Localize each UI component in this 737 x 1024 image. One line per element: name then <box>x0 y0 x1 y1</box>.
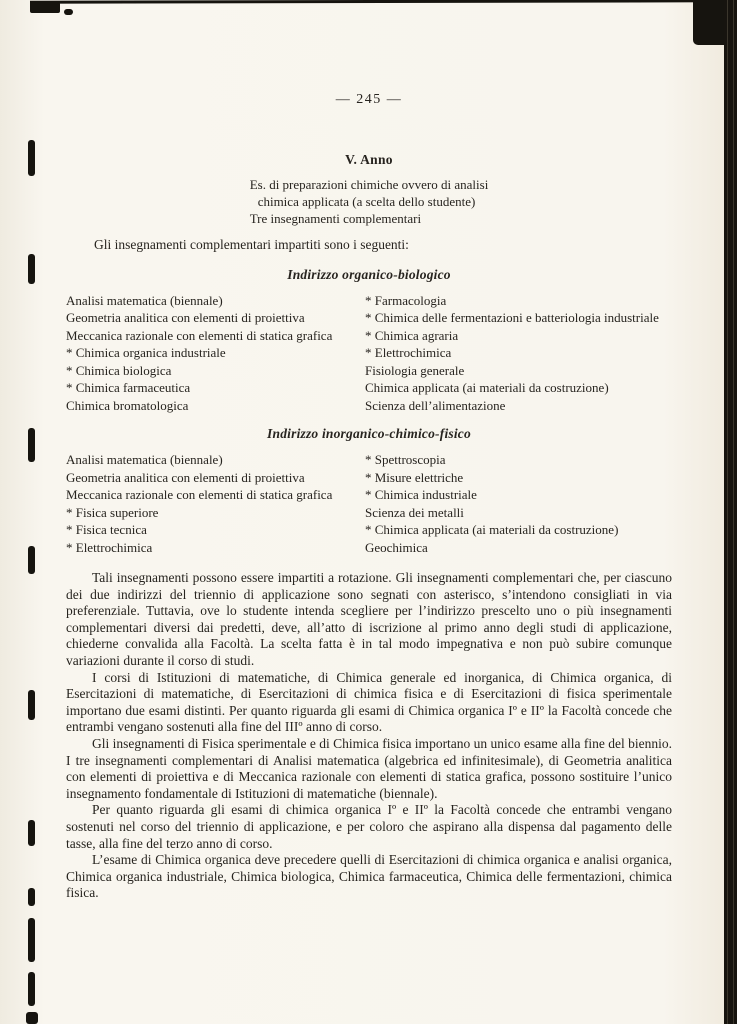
course-list-left <box>66 292 361 415</box>
chapter-title: V. Anno <box>345 152 393 167</box>
scan-mark <box>28 140 35 176</box>
course-columns <box>66 451 672 556</box>
chapter-subtitle <box>250 176 489 227</box>
page-number: — 245 — <box>335 92 403 107</box>
course-item: * Fisica tecnica <box>66 522 147 537</box>
course-item: * Spettroscopia <box>365 452 446 467</box>
course-list-right <box>365 451 663 556</box>
course-item: Geochimica <box>365 539 428 555</box>
course-item: Geometria analitica con elementi di proiettiva <box>66 310 305 325</box>
paragraph: Gli insegnamenti di Fisica sperimentale e di Chimica fisica importano un unico esame alla fine del biennio. I tre insegnamenti complementari di Analisi matematica (algebrica ed infinitesimale), di Geometria analitica con elementi di proiettiva e di Meccanica razionale con elementi di statica grafica, possono sostituire l’unico insegnamento fondamentale di Istituzioni di matematiche (biennale). <box>66 735 672 801</box>
course-item: * Misure elettriche <box>365 469 464 485</box>
course-item: * Fisica superiore <box>66 504 159 520</box>
course-item: * Chimica farmaceutica <box>66 380 191 395</box>
course-item: Chimica applicata (ai materiali da costruzione) <box>365 380 609 395</box>
scan-mark <box>28 820 35 846</box>
course-columns <box>66 292 672 415</box>
course-item: * Chimica organica industriale <box>66 345 226 360</box>
subtitle-line: chimica applicata (a scelta dello studente) <box>257 194 476 209</box>
course-item: Analisi matematica (biennale) <box>66 292 223 308</box>
scan-artifact-binding-strip <box>724 0 737 1024</box>
course-item: Meccanica razionale con elementi di statica grafica <box>66 327 333 343</box>
scan-mark <box>28 428 35 462</box>
intro-text: Gli insegnamenti complementari impartiti sono i seguenti: <box>94 237 409 252</box>
scan-mark <box>28 546 35 574</box>
course-item: * Chimica biologica <box>66 362 172 378</box>
course-item: Meccanica razionale con elementi di statica grafica <box>66 487 333 502</box>
paragraph: Per quanto riguarda gli esami di chimica organica Iº e IIº la Facoltà concede che entrambi vengano sostenuti nel corso del triennio di applicazione, e per coloro che aspirano alla dispensa dal pagamento delle tasse, alla fine del terzo anno di corso. <box>66 802 672 851</box>
subtitle-line: Tre insegnamenti complementari <box>249 211 422 226</box>
section-title-organico-biologico: Indirizzo organico-biologico <box>287 266 451 282</box>
scan-mark <box>28 690 35 720</box>
course-item: Chimica bromatologica <box>66 397 189 413</box>
page-content <box>66 0 672 902</box>
course-item: * Elettrochimica <box>365 345 452 360</box>
body-text <box>66 570 672 902</box>
scan-mark <box>28 918 35 962</box>
scan-mark <box>28 888 35 906</box>
section-title-inorganico-chimico-fisico: Indirizzo inorganico-chimico-fisico <box>267 426 471 441</box>
scan-mark <box>30 2 60 13</box>
subtitle-line: Es. di preparazioni chimiche ovvero di analisi <box>249 177 489 192</box>
scan-mark <box>28 972 35 1006</box>
course-item: Scienza dei metalli <box>365 504 464 520</box>
course-item: * Farmacologia <box>365 292 447 308</box>
paragraph: I corsi di Istituzioni di matematiche, di Chimica generale ed inorganica, di Chimica organica, di Esercitazioni di matematiche, di Esercitazioni di chimica fisica e di Esercitazioni di fisica sperimentale importano due esami distinti. Per quanto riguarda gli esami di Chimica organica Iº e IIº la Facoltà concede che entrambi vengano sostenuti alla fine del IIIº anno di corso. <box>66 669 672 735</box>
course-item: * Elettrochimica <box>66 539 153 555</box>
course-list-right <box>365 292 663 415</box>
course-item: Geometria analitica con elementi di proiettiva <box>66 469 305 485</box>
course-item: * Chimica industriale <box>365 487 477 502</box>
scan-mark <box>28 254 35 284</box>
scan-mark <box>26 1012 38 1024</box>
course-item: Analisi matematica (biennale) <box>66 452 223 467</box>
course-item: Fisiologia generale <box>365 362 465 378</box>
course-item: Scienza dell’alimentazione <box>365 397 506 413</box>
paragraph: Tali insegnamenti possono essere impartiti a rotazione. Gli insegnamenti complementari che, per ciascuno dei due indirizzi del triennio di applicazione sono segnati con asterisco, s’intendono consigliati in via preferenziale. Tuttavia, ove lo studente intenda scegliere per l’indirizzo prescelto uno o più insegnamenti complementari diversi dai predetti, deve, all’atto di iscrizione al primo anno degli studi di applicazione, chiederne convalida alla Facoltà. La scelta fatta è in tal modo impegnativa e non può subire comunque variazioni durante il corso di studi. <box>66 570 672 668</box>
course-list-left <box>66 451 361 556</box>
course-item: * Chimica applicata (ai materiali da costruzione) <box>365 522 619 537</box>
paragraph: L’esame di Chimica organica deve precedere quelli di Esercitazioni di chimica organica e analisi organica, Chimica organica industriale, Chimica biologica, Chimica farmaceutica, Chimica delle fermentazioni, chimica fisica. <box>66 852 672 901</box>
course-item: * Chimica agraria <box>365 327 459 343</box>
course-item: * Chimica delle fermentazioni e batteriologia industriale <box>365 310 659 325</box>
